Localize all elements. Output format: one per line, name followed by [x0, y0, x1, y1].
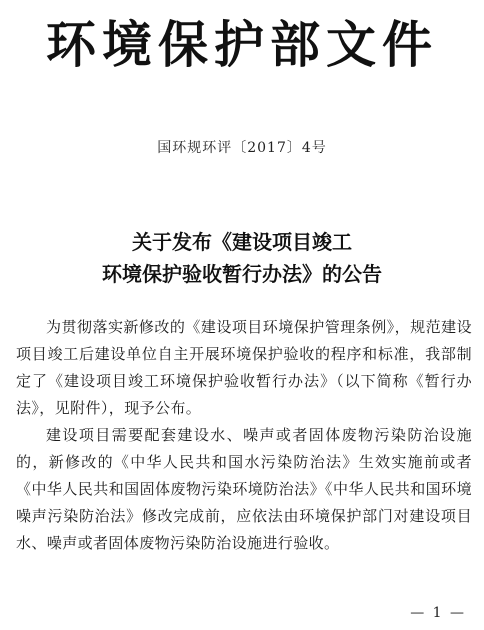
title-line-1: 关于发布《建设项目竣工 [132, 230, 352, 254]
masthead-title: 环境保护部文件 [46, 15, 438, 74]
body-text [16, 314, 472, 557]
page-number: — 1 — [410, 605, 466, 621]
document-number: 国环规环评〔2017〕4号 [157, 140, 327, 156]
title-line-2: 环境保护验收暂行办法》的公告 [102, 262, 382, 286]
paragraph-2: 建设项目需要配套建设水、噪声或者固体废物污染防治设施的，新修改的《中华人民共和国水污染防治法》生效实施前或者《中华人民共和国固体废物污染环境防治法》《中华人民共和国环境噪声污染防治法》修改完成前，应依法由环境保护部门对建设项目水、噪声或者固体废物污染防治设施进行验收。 [16, 426, 472, 552]
announcement-title [0, 226, 484, 290]
paragraph-1: 为贯彻落实新修改的《建设项目环境保护管理条例》，规范建设项目竣工后建设单位自主开展环境保护验收的程序和标准，我部制定了《建设项目竣工环境保护验收暂行办法》（以下简称《暂行办法》，见附件），现予公布。 [16, 318, 472, 417]
